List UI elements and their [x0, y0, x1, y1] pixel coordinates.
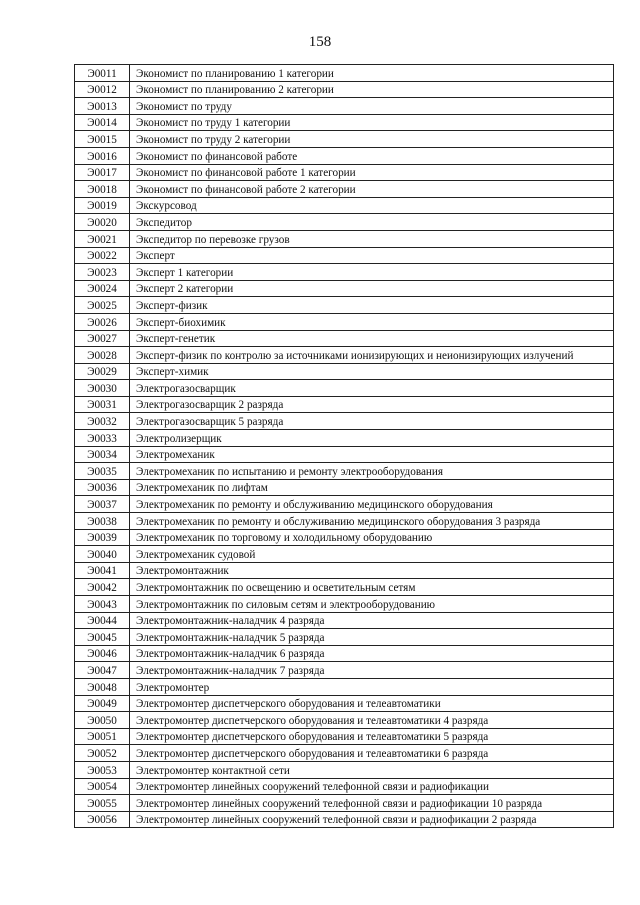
- row-name: Электромеханик: [130, 446, 614, 463]
- row-code: Э0020: [75, 214, 130, 231]
- table-row: [75, 214, 614, 231]
- row-code: Э0037: [75, 496, 130, 513]
- table-body: [75, 65, 614, 828]
- row-code: Э0012: [75, 81, 130, 98]
- table-row: [75, 347, 614, 364]
- row-name: Экспедитор: [130, 214, 614, 231]
- table-row: [75, 230, 614, 247]
- row-code: Э0014: [75, 114, 130, 131]
- table-row: [75, 513, 614, 530]
- row-code: Э0011: [75, 65, 130, 82]
- table-row: [75, 496, 614, 513]
- row-name: Электромонтажник-наладчик 4 разряда: [130, 612, 614, 629]
- table-row: [75, 396, 614, 413]
- row-code: Э0034: [75, 446, 130, 463]
- table-row: [75, 811, 614, 828]
- row-code: Э0029: [75, 363, 130, 380]
- row-code: Э0051: [75, 728, 130, 745]
- row-code: Э0055: [75, 795, 130, 812]
- table-row: [75, 712, 614, 729]
- table-row: [75, 546, 614, 563]
- row-name: Эксперт-генетик: [130, 330, 614, 347]
- row-code: Э0022: [75, 247, 130, 264]
- table-row: [75, 562, 614, 579]
- row-name: Экспедитор по перевозке грузов: [130, 230, 614, 247]
- row-name: Эксперт 2 категории: [130, 280, 614, 297]
- table-row: [75, 761, 614, 778]
- table-row: [75, 363, 614, 380]
- row-name: Электромонтажник-наладчик 6 разряда: [130, 645, 614, 662]
- row-name: Электрогазосварщик 5 разряда: [130, 413, 614, 430]
- row-code: Э0033: [75, 430, 130, 447]
- table-row: [75, 645, 614, 662]
- row-code: Э0046: [75, 645, 130, 662]
- row-name: Эксперт 1 категории: [130, 264, 614, 281]
- row-name: Электромонтажник по освещению и осветительным сетям: [130, 579, 614, 596]
- row-code: Э0041: [75, 562, 130, 579]
- row-code: Э0027: [75, 330, 130, 347]
- row-code: Э0016: [75, 147, 130, 164]
- row-name: Электромонтер диспетчерского оборудования и телеавтоматики 6 разряда: [130, 745, 614, 762]
- table-row: [75, 313, 614, 330]
- row-code: Э0038: [75, 513, 130, 530]
- row-code: Э0015: [75, 131, 130, 148]
- row-code: Э0049: [75, 695, 130, 712]
- table-row: [75, 164, 614, 181]
- row-code: Э0045: [75, 629, 130, 646]
- table-row: [75, 612, 614, 629]
- row-code: Э0013: [75, 98, 130, 115]
- row-code: Э0044: [75, 612, 130, 629]
- table-row: [75, 778, 614, 795]
- row-name: Электрогазосварщик: [130, 380, 614, 397]
- page-number: 158: [308, 34, 332, 50]
- table-row: [75, 330, 614, 347]
- table-row: [75, 65, 614, 82]
- row-name: Экономист по труду: [130, 98, 614, 115]
- row-name: Экономист по финансовой работе 2 категории: [130, 181, 614, 198]
- row-name: Электромеханик по ремонту и обслуживанию медицинского оборудования 3 разряда: [130, 513, 614, 530]
- row-code: Э0043: [75, 596, 130, 613]
- table-row: [75, 579, 614, 596]
- row-name: Электромеханик по лифтам: [130, 479, 614, 496]
- table-row: [75, 197, 614, 214]
- table-row: [75, 446, 614, 463]
- row-code: Э0026: [75, 313, 130, 330]
- row-name: Электромонтер диспетчерского оборудования и телеавтоматики 5 разряда: [130, 728, 614, 745]
- row-code: Э0052: [75, 745, 130, 762]
- profession-codes-table: [74, 64, 614, 828]
- table-row: [75, 81, 614, 98]
- row-name: Эксперт: [130, 247, 614, 264]
- table-row: [75, 297, 614, 314]
- row-name: Электрогазосварщик 2 разряда: [130, 396, 614, 413]
- row-code: Э0056: [75, 811, 130, 828]
- table-row: [75, 280, 614, 297]
- table-row: [75, 114, 614, 131]
- row-name: Электромонтер диспетчерского оборудования и телеавтоматики 4 разряда: [130, 712, 614, 729]
- table-row: [75, 98, 614, 115]
- row-code: Э0031: [75, 396, 130, 413]
- row-name: Экономист по труду 2 категории: [130, 131, 614, 148]
- row-code: Э0017: [75, 164, 130, 181]
- row-name: Экономист по финансовой работе 1 категории: [130, 164, 614, 181]
- row-code: Э0048: [75, 678, 130, 695]
- row-name: Эксперт-биохимик: [130, 313, 614, 330]
- row-name: Эксперт-физик по контролю за источниками ионизирующих и неионизирующих излучений: [130, 347, 614, 364]
- row-name: Электромеханик судовой: [130, 546, 614, 563]
- table-row: [75, 678, 614, 695]
- row-name: Электромонтер линейных сооружений телефонной связи и радиофикации 2 разряда: [130, 811, 614, 828]
- row-code: Э0025: [75, 297, 130, 314]
- row-name: Экскурсовод: [130, 197, 614, 214]
- table-row: [75, 695, 614, 712]
- row-code: Э0021: [75, 230, 130, 247]
- table-row: [75, 596, 614, 613]
- row-name: Электромонтер линейных сооружений телефонной связи и радиофикации: [130, 778, 614, 795]
- row-name: Электромеханик по испытанию и ремонту электрооборудования: [130, 463, 614, 480]
- row-code: Э0018: [75, 181, 130, 198]
- row-code: Э0050: [75, 712, 130, 729]
- row-code: Э0039: [75, 529, 130, 546]
- table-row: [75, 463, 614, 480]
- row-code: Э0054: [75, 778, 130, 795]
- table-row: [75, 529, 614, 546]
- table-row: [75, 629, 614, 646]
- row-name: Электролизерщик: [130, 430, 614, 447]
- row-name: Электромеханик по торговому и холодильному оборудованию: [130, 529, 614, 546]
- row-name: Электромонтер контактной сети: [130, 761, 614, 778]
- row-code: Э0053: [75, 761, 130, 778]
- table-row: [75, 479, 614, 496]
- row-code: Э0032: [75, 413, 130, 430]
- row-name: Электромонтажник: [130, 562, 614, 579]
- row-name: Экономист по труду 1 категории: [130, 114, 614, 131]
- table-row: [75, 380, 614, 397]
- table-row: [75, 247, 614, 264]
- row-code: Э0030: [75, 380, 130, 397]
- table-row: [75, 181, 614, 198]
- row-code: Э0019: [75, 197, 130, 214]
- row-code: Э0035: [75, 463, 130, 480]
- table-row: [75, 795, 614, 812]
- table-row: [75, 147, 614, 164]
- row-code: Э0028: [75, 347, 130, 364]
- table-row: [75, 728, 614, 745]
- row-name: Экономист по финансовой работе: [130, 147, 614, 164]
- row-code: Э0023: [75, 264, 130, 281]
- row-name: Эксперт-химик: [130, 363, 614, 380]
- table-row: [75, 264, 614, 281]
- row-name: Электромонтажник-наладчик 5 разряда: [130, 629, 614, 646]
- row-name: Эксперт-физик: [130, 297, 614, 314]
- row-name: Экономист по планированию 2 категории: [130, 81, 614, 98]
- row-code: Э0042: [75, 579, 130, 596]
- row-code: Э0047: [75, 662, 130, 679]
- row-name: Электромонтажник-наладчик 7 разряда: [130, 662, 614, 679]
- table-row: [75, 430, 614, 447]
- row-name: Электромонтер линейных сооружений телефонной связи и радиофикации 10 разряда: [130, 795, 614, 812]
- row-code: Э0036: [75, 479, 130, 496]
- table-row: [75, 413, 614, 430]
- row-name: Экономист по планированию 1 категории: [130, 65, 614, 82]
- row-code: Э0024: [75, 280, 130, 297]
- row-code: Э0040: [75, 546, 130, 563]
- row-name: Электромонтажник по силовым сетям и электрооборудованию: [130, 596, 614, 613]
- table-row: [75, 662, 614, 679]
- row-name: Электромонтер: [130, 678, 614, 695]
- table-row: [75, 745, 614, 762]
- table-row: [75, 131, 614, 148]
- row-name: Электромонтер диспетчерского оборудования и телеавтоматики: [130, 695, 614, 712]
- row-name: Электромеханик по ремонту и обслуживанию медицинского оборудования: [130, 496, 614, 513]
